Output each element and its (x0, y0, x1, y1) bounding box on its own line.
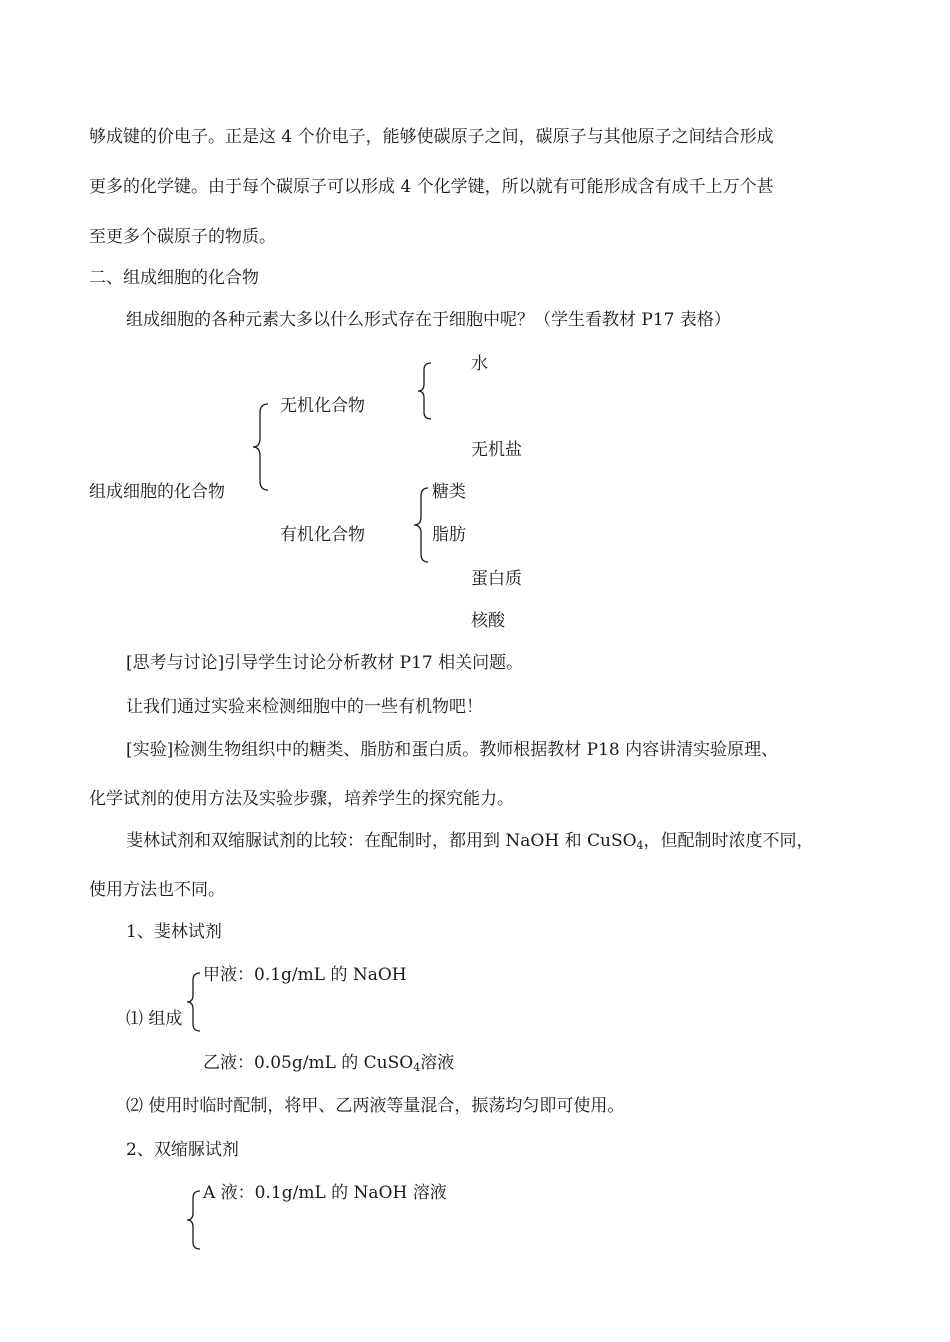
comparison-text: 使用方法也不同。 (89, 880, 225, 900)
question-text: 组成细胞的各种元素大多以什么形式存在于细胞中呢？（学生看教材 P17 表格） (126, 310, 731, 330)
fehling-heading: 1、斐林试剂 (126, 922, 222, 942)
paragraph-line: 至更多个碳原子的物质。 (89, 227, 276, 247)
comparison-text-part: 斐林试剂和双缩脲试剂的比较：在配制时，都用到 NaOH 和 CuSO (126, 831, 637, 851)
organic-brace-icon (412, 487, 432, 563)
fehling-composition-label: ⑴ 组成 (126, 1009, 183, 1029)
fehling-brace-icon (185, 972, 205, 1032)
comparison-text (126, 831, 814, 856)
classification-root: 组成细胞的化合物 (89, 482, 225, 502)
fehling-solution-a: 甲液：0.1g/mL 的 NaOH (203, 965, 407, 985)
organic-item-fat: 脂肪 (432, 525, 466, 545)
paragraph-line: 更多的化学键。由于每个碳原子可以形成 4 个化学键，所以就有可能形成含有成千上万个甚 (89, 177, 774, 197)
biuret-heading: 2、双缩脲试剂 (126, 1140, 239, 1160)
inorganic-item-salt: 无机盐 (471, 440, 522, 460)
biuret-solution-a: A 液：0.1g/mL 的 NaOH 溶液 (203, 1183, 447, 1203)
subscript: 4 (636, 839, 644, 852)
organic-label: 有机化合物 (280, 525, 365, 545)
inorganic-item-water: 水 (471, 354, 488, 374)
subscript: 4 (413, 1061, 421, 1074)
organic-item-nucleic-acid: 核酸 (471, 611, 505, 631)
comparison-text-part: ，但配制时浓度不同， (643, 831, 814, 851)
biuret-brace-icon (185, 1190, 205, 1250)
experiment-text: [实验]检测生物组织中的糖类、脂肪和蛋白质。教师根据教材 P18 内容讲清实验原理、 (126, 740, 779, 760)
organic-item-protein: 蛋白质 (471, 569, 522, 589)
inorganic-brace-icon (416, 362, 436, 420)
inorganic-label: 无机化合物 (280, 396, 365, 416)
fehling-solution-b-text: 乙液：0.05g/mL 的 CuSO (203, 1053, 414, 1073)
fehling-usage: ⑵ 使用时临时配制，将甲、乙两液等量混合，振荡均匀即可使用。 (126, 1096, 625, 1116)
section-heading: 二、组成细胞的化合物 (89, 268, 259, 288)
experiment-invite-text: 让我们通过实验来检测细胞中的一些有机物吧！ (126, 697, 483, 717)
organic-item-sugar: 糖类 (432, 482, 466, 502)
fehling-solution-b (203, 1053, 454, 1078)
discussion-text: [思考与讨论]引导学生讨论分析教材 P17 相关问题。 (126, 653, 524, 673)
fehling-solution-b-text: 溶液 (420, 1053, 455, 1073)
experiment-text: 化学试剂的使用方法及实验步骤，培养学生的探究能力。 (89, 789, 514, 809)
root-brace-icon (250, 403, 272, 491)
paragraph-line: 够成键的价电子。正是这 4 个价电子，能够使碳原子之间，碳原子与其他原子之间结合形成 (89, 127, 774, 147)
